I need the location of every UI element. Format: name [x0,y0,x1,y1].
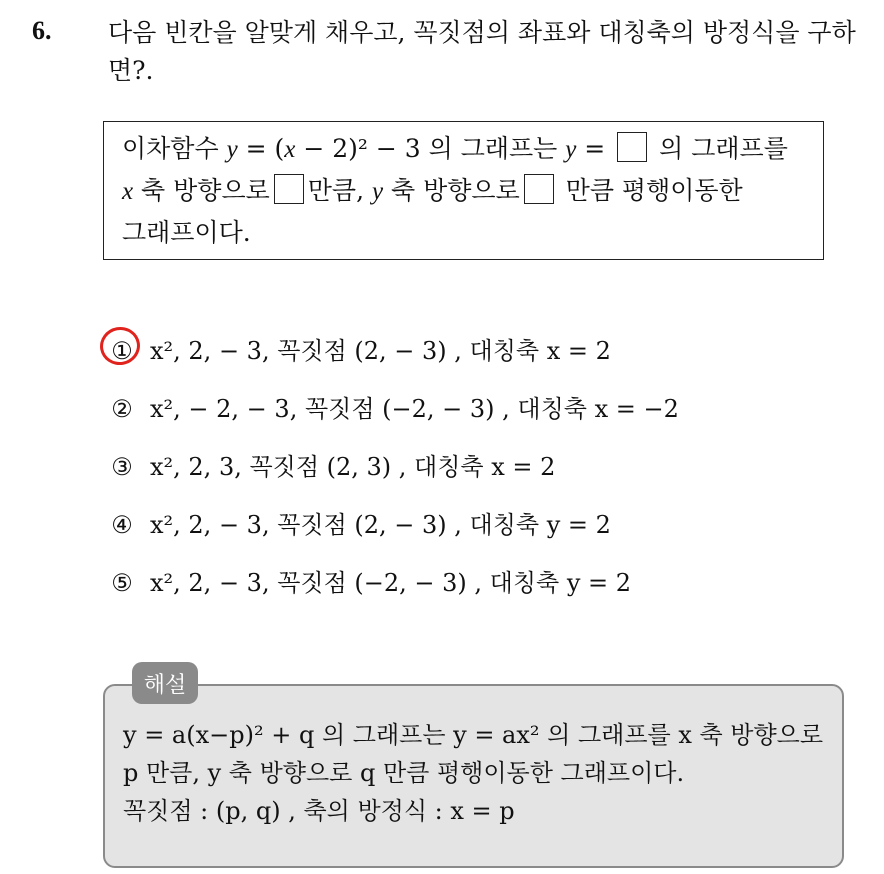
choice-marker-2: ② [111,395,133,423]
question-number: 6. [32,16,52,45]
blank-box-2[interactable] [274,174,304,204]
explanation-box [103,684,844,868]
choice-text-1: x², 2, − 3, 꼭짓점 (2, − 3) , 대칭축 x = 2 [150,337,611,365]
choice-1[interactable] [104,322,679,380]
choice-marker-1: ① [104,331,140,371]
box-line-2: x 축 방향으로 만큼, y 축 방향으로 만큼 평행이동한 [122,176,743,205]
blank-box-1[interactable] [617,132,647,162]
answer-choices [104,322,679,612]
explanation-line-3: 꼭짓점 : (p, q) , 축의 방정식 : x = p [123,797,515,825]
choice-text-4: x², 2, − 3, 꼭짓점 (2, − 3) , 대칭축 y = 2 [150,511,611,539]
choice-2[interactable] [104,380,679,438]
choice-marker-5: ⑤ [111,569,133,597]
choice-text-5: x², 2, − 3, 꼭짓점 (−2, − 3) , 대칭축 y = 2 [150,569,632,597]
explanation-line-1: y = a(x−p)² + q 의 그래프는 y = ax² 의 그래프를 x 축 방향으로 [123,721,824,749]
fill-in-box [103,121,824,260]
choice-4[interactable] [104,496,679,554]
box-line-1: 이차함수 y = (x − 2)² − 3 의 그래프는 y = 의 그래프를 [122,134,788,163]
choice-3[interactable] [104,438,679,496]
choice-text-2: x², − 2, − 3, 꼭짓점 (−2, − 3) , 대칭축 x = −2 [150,395,679,423]
choice-text-3: x², 2, 3, 꼭짓점 (2, 3) , 대칭축 x = 2 [150,453,556,481]
blank-box-3[interactable] [524,174,554,204]
question-text: 다음 빈칸을 알맞게 채우고, 꼭짓점의 좌표와 대칭축의 방정식을 구하면?. [108,18,856,85]
choice-marker-4: ④ [111,511,133,539]
box-line-3: 그래프이다. [122,218,251,247]
choice-marker-3: ③ [111,453,133,481]
explanation-tag: 해설 [132,662,198,704]
choice-5[interactable] [104,554,679,612]
explanation-line-2: p 만큼, y 축 방향으로 q 만큼 평행이동한 그래프이다. [123,759,685,787]
